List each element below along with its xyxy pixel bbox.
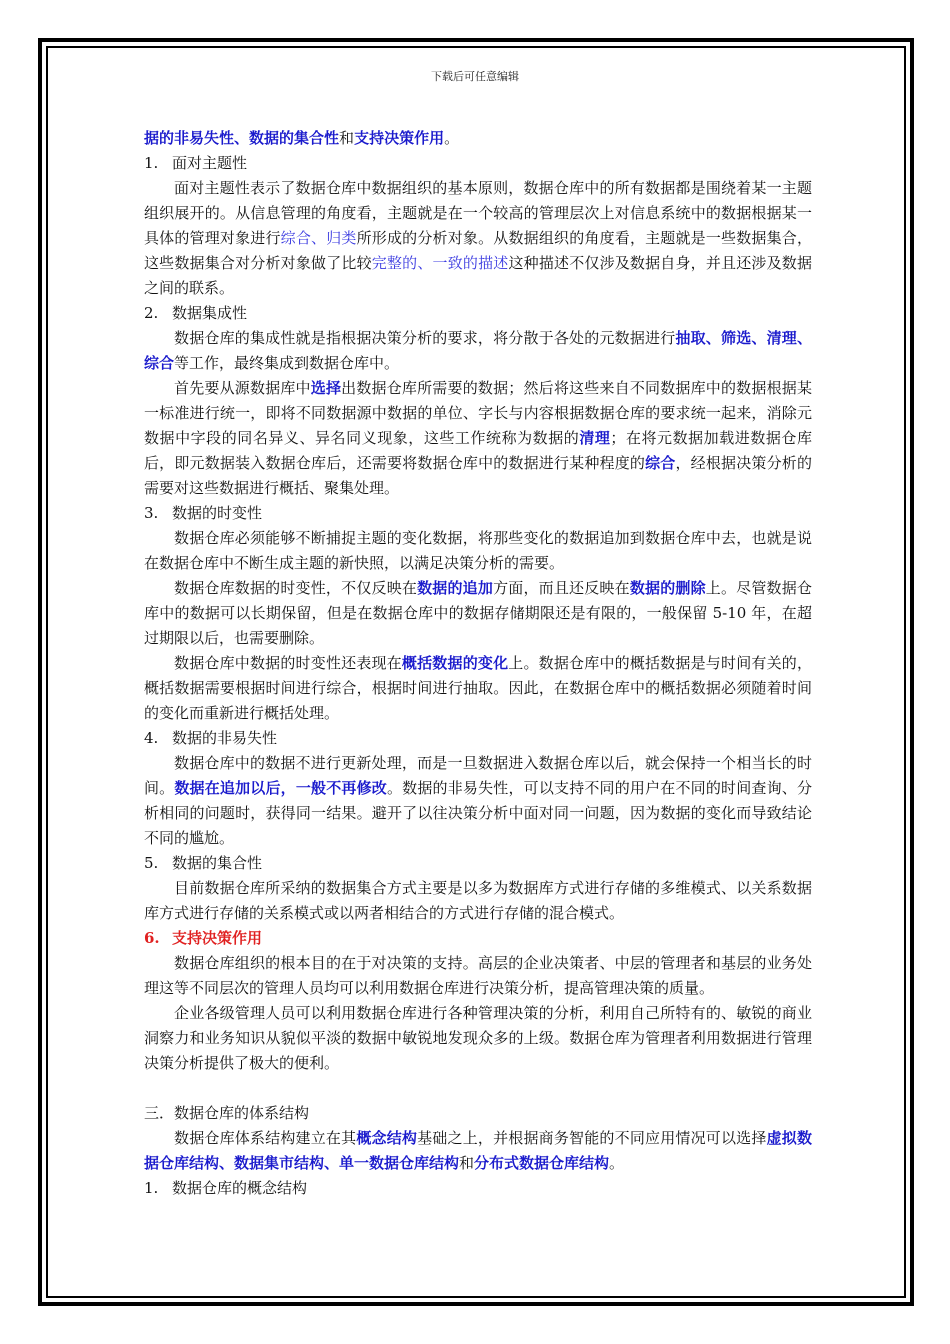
part-3-sub-1-heading: 1. 数据仓库的概念结构 [144,1179,308,1197]
section-2-heading: 2. 数据集成性 [144,304,248,322]
spacer [144,1076,812,1101]
section-3-para-2: 数据仓库数据的时变性，不仅反映在数据的追加方面，而且还反映在数据的删除上。尽管数据仓库中的数据可以长期保留，但是在数据仓库中的数据存储期限还是有限的，一般保留 5-10 年，在超过期限以后，也需要删除。 [144,579,812,647]
section-2-para-1: 数据仓库的集成性就是指根据决策分析的要求，将分散于各处的元数据进行抽取、筛选、清理、综合等工作，最终集成到数据仓库中。 [144,329,812,372]
intro-line: 据的非易失性、数据的集合性和支持决策作用。 [144,129,460,147]
section-1-heading: 1. 面对主题性 [144,154,248,172]
section-6-heading: 6. 支持决策作用 [144,929,263,947]
section-3-para-1: 数据仓库必须能够不断捕捉主题的变化数据，将那些变化的数据追加到数据仓库中去，也就是说在数据仓库中不断生成主题的新快照，以满足决策分析的需要。 [144,529,812,572]
section-4-heading: 4. 数据的非易失性 [144,729,278,747]
section-2-para-2: 首先要从源数据库中选择出数据仓库所需要的数据；然后将这些来自不同数据库中的数据根据某一标准进行统一，即将不同数据源中数据的单位、字长与内容根据数据仓库的要求统一起来，消除元数据中字段的同名异义、异名同义现象，这些工作统称为数据的清理；在将元数据加载进数据仓库后，即元数据装入数据仓库后，还需要将数据仓库中的数据进行某种程度的综合，经根据决策分析的需要对这些数据进行概括、聚集处理。 [144,379,812,497]
section-1-para: 面对主题性表示了数据仓库中数据组织的基本原则，数据仓库中的所有数据都是围绕着某一主题组织展开的。从信息管理的角度看，主题就是在一个较高的管理层次上对信息系统中的数据根据某一具体的管理对象进行综合、归类所形成的分析对象。从数据组织的角度看，主题就是一些数据集合，这些数据集合对分析对象做了比较完整的、一致的描述这种描述不仅涉及数据自身，并且还涉及数据之间的联系。 [144,179,812,297]
section-3-para-3: 数据仓库中数据的时变性还表现在概括数据的变化上。数据仓库中的概括数据是与时间有关的，概括数据需要根据时间进行综合，根据时间进行抽取。因此，在数据仓库中的概括数据必须随着时间的变化而重新进行概括处理。 [144,654,812,722]
part-3-para: 数据仓库体系结构建立在其概念结构基础之上，并根据商务智能的不同应用情况可以选择虚拟数据仓库结构、数据集市结构、单一数据仓库结构和分布式数据仓库结构。 [144,1129,812,1172]
section-4-para: 数据仓库中的数据不进行更新处理，而是一旦数据进入数据仓库以后，就会保持一个相当长的时间。数据在追加以后，一般不再修改。数据的非易失性，可以支持不同的用户在不同的时间查询、分析相同的问题时，获得同一结果。避开了以往决策分析中面对同一问题，因为数据的变化而导致结论不同的尴尬。 [144,754,812,847]
section-5-para: 目前数据仓库所采纳的数据集合方式主要是以多为数据库方式进行存储的多维模式、以关系数据库方式进行存储的关系模式或以两者相结合的方式进行存储的混合模式。 [144,879,812,922]
section-5-heading: 5. 数据的集合性 [144,854,263,872]
page-header: 下载后可任意编辑 [431,70,519,83]
part-3-heading: 三．数据仓库的体系结构 [144,1104,310,1122]
section-6-para-2: 企业各级管理人员可以利用数据仓库进行各种管理决策的分析，利用自己所特有的、敏锐的商业洞察力和业务知识从貌似平淡的数据中敏锐地发现众多的上级。数据仓库为管理者利用数据进行管理决策分析提供了极大的便利。 [144,1004,812,1072]
section-3-heading: 3. 数据的时变性 [144,504,263,522]
document-body [144,126,812,1201]
section-6-para-1: 数据仓库组织的根本目的在于对决策的支持。高层的企业决策者、中层的管理者和基层的业务处理这等不同层次的管理人员均可以利用数据仓库进行决策分析，提高管理决策的质量。 [144,954,812,997]
